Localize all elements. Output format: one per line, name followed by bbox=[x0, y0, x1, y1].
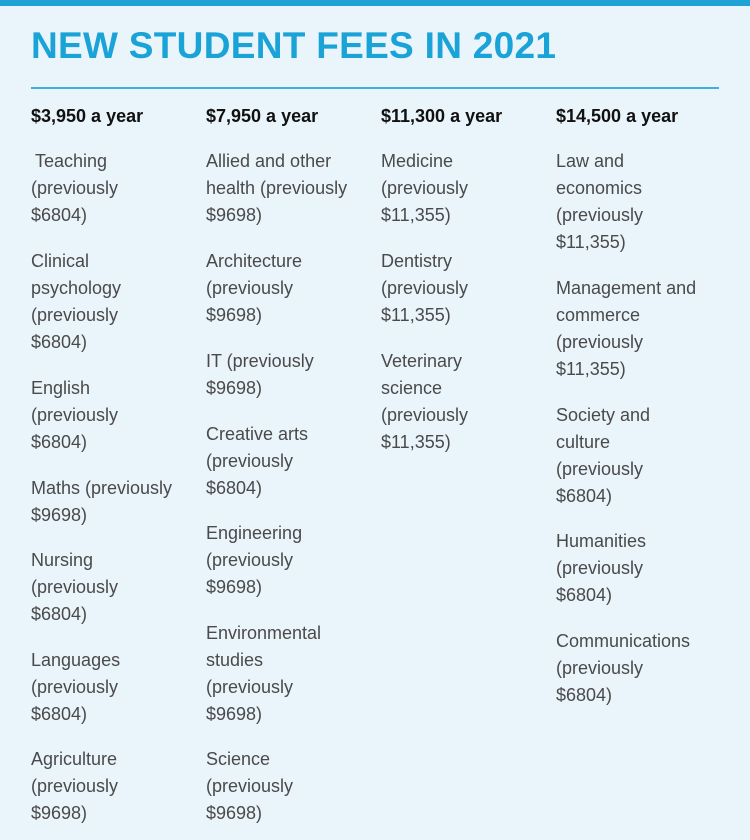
course-entry bbox=[206, 148, 347, 229]
course-entry bbox=[31, 746, 118, 827]
course-entry-line: (previously bbox=[31, 677, 119, 697]
course-entry-line: $9698) bbox=[206, 305, 263, 325]
course-entry bbox=[31, 647, 120, 728]
course-entry-line: $11,355) bbox=[381, 305, 451, 325]
course-entry-line: economics bbox=[556, 178, 643, 198]
fee-column-header: $11,300 a year bbox=[381, 106, 503, 126]
course-entry bbox=[556, 148, 643, 256]
course-entry-line: $9698) bbox=[206, 577, 263, 597]
course-entry-line: (previously bbox=[556, 558, 644, 578]
course-entry-line: Communications bbox=[556, 631, 691, 651]
course-entry-line: (previously bbox=[206, 278, 294, 298]
course-entry-line: Engineering bbox=[206, 523, 303, 543]
course-entry-line: (previously bbox=[206, 677, 294, 697]
course-entry-line: Management and bbox=[556, 278, 697, 298]
course-entry-line: (previously bbox=[556, 658, 644, 678]
course-entry-line: (previously bbox=[31, 776, 119, 796]
course-entry bbox=[206, 421, 308, 502]
course-entry-line: psychology bbox=[31, 278, 122, 298]
course-entry-line: $9698) bbox=[206, 205, 263, 225]
course-entry-line: Allied and other bbox=[206, 151, 332, 171]
course-entry-line: Nursing bbox=[31, 550, 94, 570]
course-entry bbox=[381, 348, 468, 456]
course-entry-line: $11,355) bbox=[556, 232, 626, 252]
course-entry-line: $6804) bbox=[31, 205, 88, 225]
course-entry-line: (previously bbox=[206, 776, 294, 796]
course-entry bbox=[381, 148, 468, 229]
course-entry-line: Society and bbox=[556, 405, 651, 425]
course-entry bbox=[206, 620, 321, 728]
course-entry bbox=[381, 248, 468, 329]
course-entry-line: $6804) bbox=[556, 685, 613, 705]
course-entry-line: Humanities bbox=[556, 531, 647, 551]
course-entry-line: studies bbox=[206, 650, 264, 670]
course-entry-line: $9698) bbox=[206, 803, 263, 823]
course-entry bbox=[31, 475, 172, 529]
course-entry-line: (previously bbox=[556, 459, 644, 479]
course-entry-line: $6804) bbox=[556, 486, 613, 506]
course-entry-line: Teaching bbox=[35, 151, 108, 171]
course-entry-line: Science bbox=[206, 749, 271, 769]
course-entry bbox=[556, 528, 646, 609]
course-entry-line: $6804) bbox=[206, 478, 263, 498]
course-entry-line: $9698) bbox=[206, 704, 263, 724]
course-entry-line: culture bbox=[556, 432, 611, 452]
course-entry-line: $6804) bbox=[556, 585, 613, 605]
course-entry-line: IT (previously bbox=[206, 351, 314, 371]
course-entry-line: (previously bbox=[31, 178, 119, 198]
course-entry-line: $9698) bbox=[31, 803, 88, 823]
course-entry-line: Clinical bbox=[31, 251, 90, 271]
course-entry-line: health (previously bbox=[206, 178, 348, 198]
course-entry-line: Languages bbox=[31, 650, 121, 670]
course-entry bbox=[206, 348, 314, 402]
course-entry-line: English bbox=[31, 378, 91, 398]
course-entry-line: (previously bbox=[206, 451, 294, 471]
course-entry-line: Maths (previously bbox=[31, 478, 173, 498]
course-entry-line: $6804) bbox=[31, 432, 88, 452]
course-entry-line: (previously bbox=[381, 178, 469, 198]
course-entry-line: $6804) bbox=[31, 704, 88, 724]
course-entry-line: Medicine bbox=[381, 151, 454, 171]
page-title: NEW STUDENT FEES IN 2021 bbox=[31, 25, 557, 66]
course-entry-line: Creative arts bbox=[206, 424, 309, 444]
course-entry-line: $6804) bbox=[31, 604, 88, 624]
course-entry bbox=[31, 547, 118, 628]
fee-column-header: $3,950 a year bbox=[31, 106, 144, 126]
course-entry bbox=[556, 402, 650, 510]
course-entry-line: (previously bbox=[206, 550, 294, 570]
course-entry-line: $11,355) bbox=[381, 432, 451, 452]
course-entry-line: Agriculture bbox=[31, 749, 118, 769]
course-entry bbox=[556, 628, 690, 709]
course-entry-line: (previously bbox=[31, 577, 119, 597]
course-entry-line: (previously bbox=[31, 305, 119, 325]
course-entry-line: (previously bbox=[381, 405, 469, 425]
course-entry-line: Veterinary bbox=[381, 351, 463, 371]
course-entry-line: (previously bbox=[556, 332, 644, 352]
course-entry-line: commerce bbox=[556, 305, 641, 325]
course-entry bbox=[31, 375, 118, 456]
course-entry-line: $6804) bbox=[31, 332, 88, 352]
course-entry-line: (previously bbox=[31, 405, 119, 425]
course-entry-line: Dentistry bbox=[381, 251, 453, 271]
fee-column-header: $7,950 a year bbox=[206, 106, 319, 126]
course-entry-line: science bbox=[381, 378, 443, 398]
course-entry-line: Architecture bbox=[206, 251, 303, 271]
course-entry bbox=[206, 520, 302, 601]
course-entry bbox=[31, 148, 118, 229]
course-entry bbox=[206, 746, 293, 827]
course-entry bbox=[31, 248, 121, 356]
course-entry bbox=[206, 248, 302, 329]
course-entry-line: $9698) bbox=[31, 505, 88, 525]
course-entry-line: $11,355) bbox=[556, 359, 626, 379]
course-entry-line: (previously bbox=[381, 278, 469, 298]
course-entry-line: Law and bbox=[556, 151, 625, 171]
fee-column-header: $14,500 a year bbox=[556, 106, 679, 126]
course-entry-line: $9698) bbox=[206, 378, 263, 398]
course-entry-line: (previously bbox=[556, 205, 644, 225]
course-entry-line: Environmental bbox=[206, 623, 322, 643]
course-entry bbox=[556, 275, 696, 383]
course-entry-line: $11,355) bbox=[381, 205, 451, 225]
